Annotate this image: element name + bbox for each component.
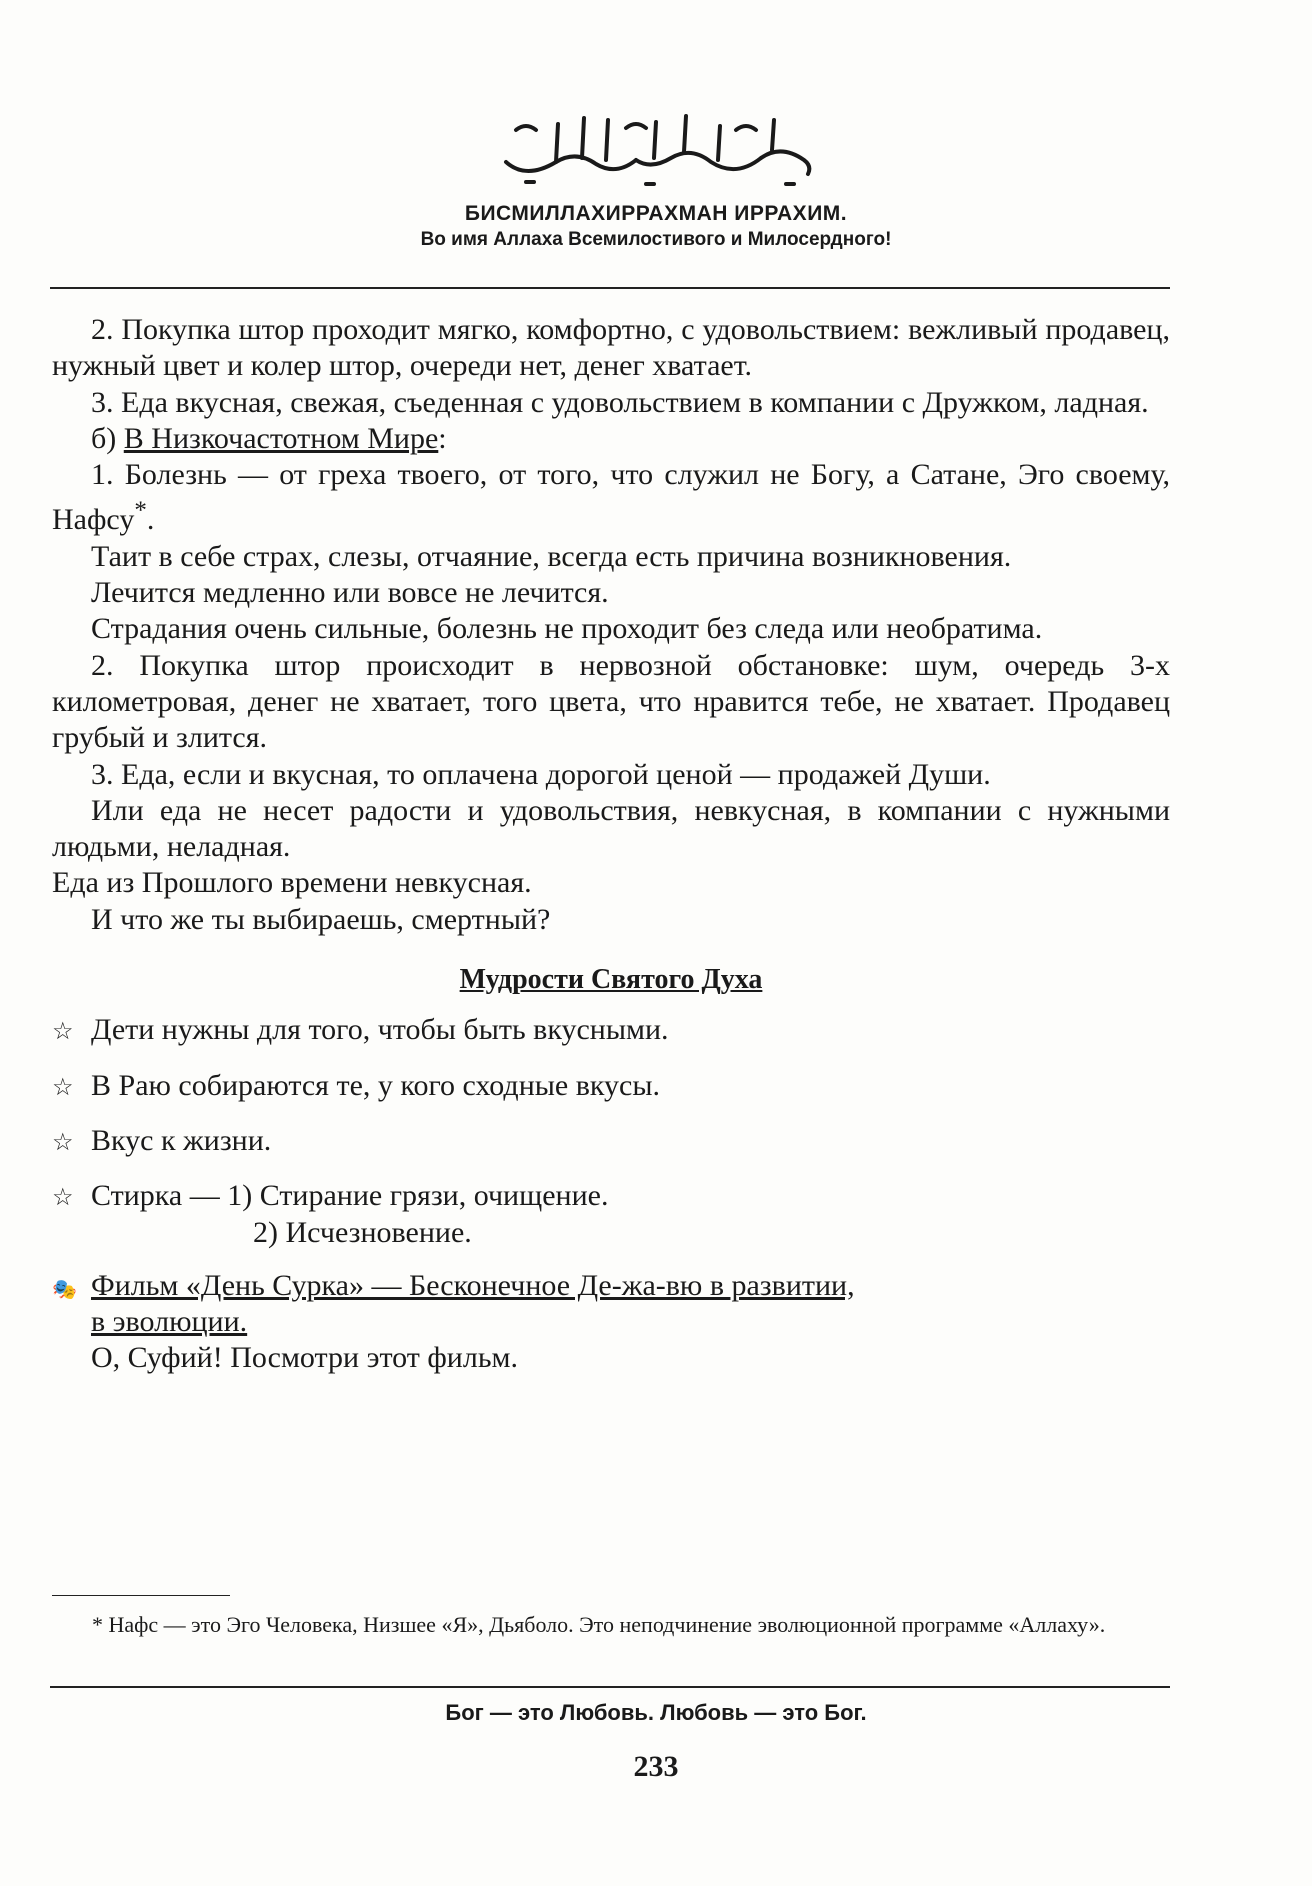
wisdom-item <box>52 1012 1170 1050</box>
star-icon: ☆ <box>52 1074 74 1101</box>
subheading-suffix: : <box>438 421 447 455</box>
header-divider <box>50 287 1170 289</box>
main-text <box>52 312 1170 1377</box>
star-icon: ☆ <box>52 1019 74 1046</box>
wisdom-text: В Раю собираются те, у кого сходные вкусы. <box>91 1068 661 1102</box>
wisdom-item <box>52 1178 1170 1251</box>
header-title: БИСМИЛЛАХИРРАХМАН ИРРАХИМ. <box>464 202 848 225</box>
paragraph: 3. Еда вкусная, свежая, съеденная с удовольствием в компании с Дружком, ладная. <box>91 385 1149 419</box>
footer-motto: Бог — это Любовь. Любовь — это Бог. <box>445 1700 867 1725</box>
wisdom-item <box>52 1068 1170 1106</box>
page-header <box>0 100 1312 251</box>
paragraph <box>52 457 1170 539</box>
wisdom-text: Дети нужны для того, чтобы быть вкусными. <box>91 1013 669 1047</box>
footnote-divider <box>52 1595 230 1596</box>
paragraph: Лечится медленно или вовсе не лечится. <box>91 576 609 610</box>
film-note: О, Суфий! Посмотри этот фильм. <box>91 1341 519 1375</box>
film-item <box>52 1268 1170 1341</box>
paragraph-subheading <box>52 421 1170 457</box>
header-subtitle: Во имя Аллаха Всемилостивого и Милосердного! <box>420 229 892 250</box>
paragraph: 2. Покупка штор происходит в нервозной обстановке: шум, очередь 3-х километровая, денег не хватает, того цвета, что нравится тебе, не хватает. Продавец грубый и злится. <box>52 648 1170 755</box>
star-icon: ☆ <box>52 1129 74 1156</box>
star-icon: ☆ <box>52 1185 74 1212</box>
film-title-line-2: в эволюции. <box>91 1305 248 1339</box>
paragraph-end: . <box>146 503 155 537</box>
footnote: * Нафс — это Эго Человека, Низшее «Я», Дьяболо. Это неподчинение эволюционной программе «Аллаху». <box>92 1612 1106 1637</box>
paragraph: Страдания очень сильные, болезнь не проходит без следа или необратима. <box>91 612 1043 646</box>
laundry-line-2: 2) Исчезновение. <box>253 1215 472 1249</box>
wisdom-item <box>52 1123 1170 1161</box>
wisdom-text <box>91 1178 1170 1251</box>
paragraph: 3. Еда, если и вкусная, то оплачена дорогой ценой — продажей Души. <box>91 757 991 791</box>
paragraph: Или еда не несет радости и удовольствия, невкусная, в компании с нужными людьми, неладная. <box>52 793 1170 864</box>
section-title: Мудрости Святого Духа <box>459 964 763 996</box>
theater-masks-icon: 🎭 <box>52 1278 77 1301</box>
paragraph: 2. Покупка штор проходит мягко, комфортно, с удовольствием: вежливый продавец, нужный цвет и колер штор, очереди нет, денег хватает. <box>52 313 1170 383</box>
paragraph: И что же ты выбираешь, смертный? <box>91 902 551 936</box>
film-title-line-1: Фильм «День Сурка» — Бесконечное Де-жа-вю в развитии, <box>91 1268 855 1302</box>
paragraph-text: 1. Болезнь — от греха твоего, от того, что служил не Богу, а Сатане, Эго своему, Нафсу <box>52 458 1170 537</box>
paragraph: Таит в себе страх, слезы, отчаяние, всегда есть причина возникновения. <box>91 539 1012 573</box>
footer-divider <box>50 1686 1170 1688</box>
page-number: 233 <box>633 1750 679 1783</box>
paragraph: Еда из Прошлого времени невкусная. <box>52 866 532 900</box>
footnote-marker: * <box>134 497 147 525</box>
bismillah-calligraphy <box>486 100 826 192</box>
laundry-line-1: Стирка — 1) Стирание грязи, очищение. <box>91 1179 609 1213</box>
wisdom-text: Вкус к жизни. <box>91 1123 272 1157</box>
subheading-underlined: В Низкочастотном Мире <box>123 421 439 455</box>
subheading-prefix: б) <box>91 421 124 455</box>
